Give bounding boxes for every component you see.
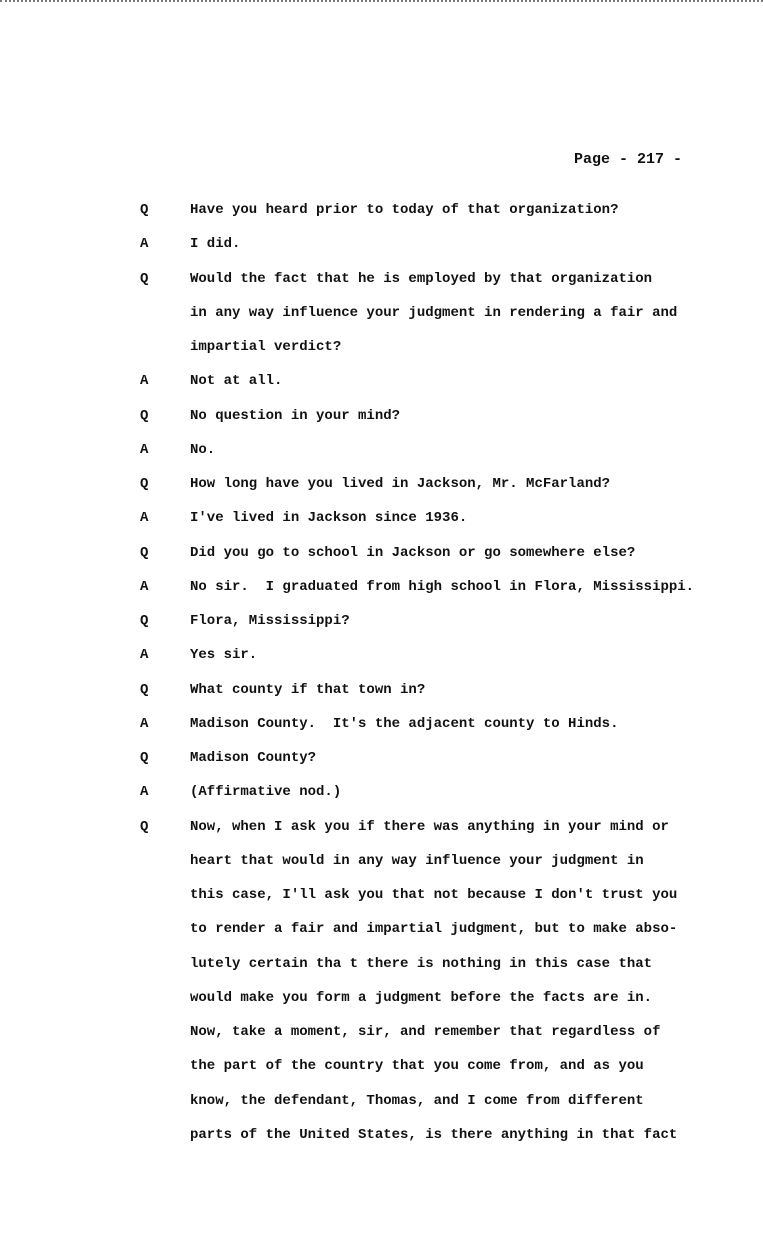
transcript-line: Madison County? [190, 750, 317, 766]
transcript-line: Did you go to school in Jackson or go somewhere else? [190, 544, 636, 561]
transcript-line: What county if that town in? [190, 681, 426, 698]
speaker-label: A [140, 236, 149, 253]
transcript-line: No sir. I graduated from high school in Flora, Mississippi. [190, 578, 695, 595]
speaker-label: A [140, 441, 149, 458]
speaker-label: A [140, 578, 149, 595]
speaker-label: A [140, 715, 149, 732]
transcript-line: Have you heard prior to today of that organization? [190, 202, 619, 218]
page-number: Page - 217 - [574, 151, 683, 168]
speaker-label: Q [140, 270, 149, 287]
transcript-line: this case, I'll ask you that not because I don't trust you [190, 887, 678, 903]
speaker-label: A [140, 647, 149, 664]
speaker-label: A [140, 510, 149, 527]
transcript-line: Madison County. It's the adjacent county to Hinds. [190, 715, 619, 732]
speaker-label: Q [140, 681, 149, 698]
transcript-line: Yes sir. [190, 647, 258, 664]
speaker-label: Q [140, 544, 149, 561]
speaker-label: Q [140, 613, 149, 629]
transcript-line: to render a fair and impartial judgment, but to make abso- [190, 921, 678, 938]
transcript-line: parts of the United States, is there anything in that fact [190, 1126, 678, 1143]
speaker-label: Q [140, 750, 149, 766]
transcript-line: Not at all. [190, 373, 283, 390]
transcript-line: I did. [190, 236, 241, 253]
transcript-line: lutely certain tha t there is nothing in this case that [190, 955, 653, 972]
speaker-label: A [140, 373, 149, 390]
transcript-line: the part of the country that you come from, and as you [190, 1058, 644, 1075]
transcript-line: (Affirmative nod.) [190, 784, 342, 801]
transcript-line: Now, take a moment, sir, and remember that regardless of [190, 1024, 661, 1040]
speaker-label: Q [140, 476, 149, 492]
page-top-border [0, 0, 763, 6]
transcript-line: heart that would in any way influence your judgment in [190, 852, 644, 869]
transcript-line: impartial verdict? [190, 339, 342, 355]
transcript-line: How long have you lived in Jackson, Mr. McFarland? [190, 476, 611, 492]
speaker-label: A [140, 784, 149, 801]
transcript-line: No question in your mind? [190, 407, 401, 424]
speaker-label: Q [140, 407, 149, 424]
transcript-line: know, the defendant, Thomas, and I come from different [190, 1092, 644, 1109]
speaker-label: Q [140, 202, 149, 218]
transcript-line: would make you form a judgment before the facts are in. [190, 989, 653, 1006]
transcript-line: Flora, Mississippi? [190, 613, 350, 629]
transcript-line: in any way influence your judgment in rendering a fair and [190, 304, 678, 321]
transcript-line: Would the fact that he is employed by that organization [190, 270, 653, 287]
transcript-line: No. [190, 441, 216, 458]
speaker-label: Q [140, 818, 149, 835]
transcript-line: Now, when I ask you if there was anything in your mind or [190, 818, 669, 835]
transcript-line: I've lived in Jackson since 1936. [190, 510, 468, 527]
